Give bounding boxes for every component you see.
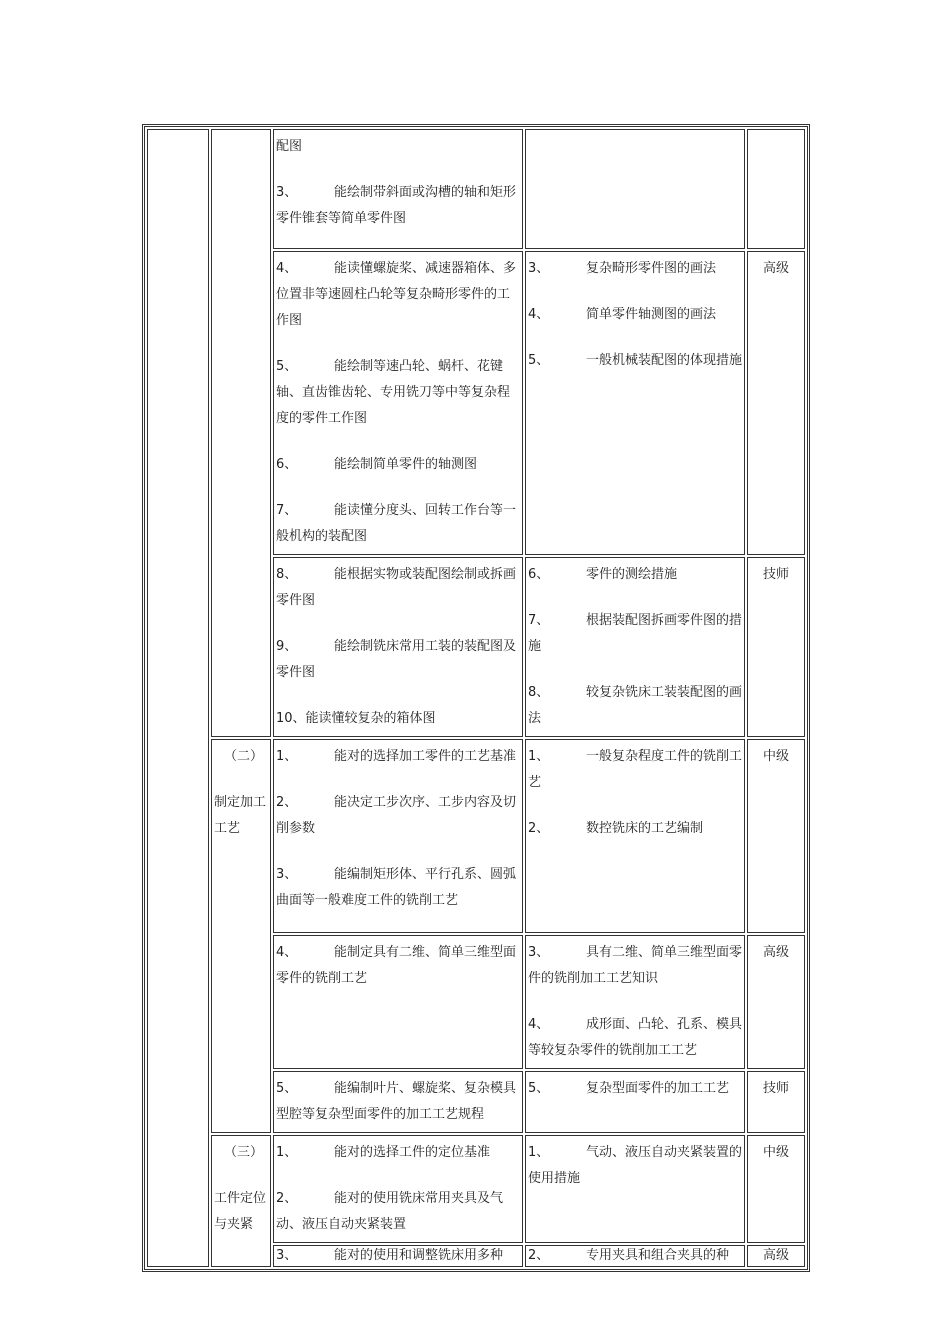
level-cell: 中级 <box>747 739 805 933</box>
knowledge-cell <box>525 557 745 737</box>
skill-item: 3、 能对的使用和调整铣床用多种 <box>276 1248 504 1263</box>
skill-cell <box>273 1071 523 1133</box>
skills-table <box>142 124 810 1272</box>
knowledge-cell <box>525 1245 745 1267</box>
skill-item: 配图 <box>276 139 303 154</box>
skill-cell <box>273 739 523 933</box>
skill-item: 8、 能根据实物或装配图绘制或拆画零件图 <box>276 567 517 608</box>
knowledge-item: 4、 成形面、凸轮、孔系、模具等较复杂零件的铣削加工工艺 <box>528 1017 743 1058</box>
skill-item: 4、 能制定具有二维、简单三维型面零件的铣削工艺 <box>276 945 517 986</box>
knowledge-item: 2、 专用夹具和组合夹具的种 <box>528 1248 730 1263</box>
knowledge-cell <box>525 935 745 1069</box>
level-cell: 高级 <box>747 935 805 1069</box>
level-cell <box>747 129 805 249</box>
section-cell <box>211 1135 271 1267</box>
skill-cell <box>273 935 523 1069</box>
level-cell: 技师 <box>747 557 805 737</box>
level-cell: 高级 <box>747 1245 805 1267</box>
skill-cell <box>273 129 523 249</box>
skill-item: 1、 能对的选择工件的定位基准 <box>276 1145 491 1160</box>
table-row <box>147 1135 805 1243</box>
category-cell <box>147 129 209 1267</box>
skill-item: 5、 能编制叶片、螺旋桨、复杂模具型腔等复杂型面零件的加工工艺规程 <box>276 1081 517 1122</box>
knowledge-item: 7、 根据装配图拆画零件图的措施 <box>528 613 743 654</box>
section-title: 工件定位与夹紧 <box>214 1191 267 1232</box>
skill-item: 9、 能绘制铣床常用工装的装配图及零件图 <box>276 639 517 680</box>
section-cell <box>211 739 271 1133</box>
table-row <box>147 739 805 933</box>
knowledge-item: 5、 一般机械装配图的体现措施 <box>528 353 743 368</box>
skill-cell <box>273 251 523 555</box>
knowledge-cell <box>525 1135 745 1243</box>
skill-item: 1、 能对的选择加工零件的工艺基准 <box>276 749 517 764</box>
knowledge-item: 8、 较复杂铣床工装装配图的画法 <box>528 685 743 726</box>
section-number: （三） <box>224 1145 264 1160</box>
skill-item: 4、 能读懂螺旋桨、减速器箱体、多位置非等速圆柱凸轮等复杂畸形零件的工作图 <box>276 261 517 328</box>
skill-item: 2、 能对的使用铣床常用夹具及气动、液压自动夹紧装置 <box>276 1191 504 1232</box>
section-number: （二） <box>224 749 264 764</box>
section-title: 制定加工工艺 <box>214 795 267 836</box>
knowledge-item: 1、 气动、液压自动夹紧装置的使用措施 <box>528 1145 743 1186</box>
table-row <box>147 129 805 249</box>
knowledge-item: 1、 一般复杂程度工件的铣削工艺 <box>528 749 743 790</box>
skill-item: 10、能读懂较复杂的箱体图 <box>276 711 436 726</box>
section-cell <box>211 129 271 737</box>
knowledge-cell <box>525 129 745 249</box>
knowledge-cell <box>525 1071 745 1133</box>
skill-item: 5、 能绘制等速凸轮、蜗杆、花键轴、直齿锥齿轮、专用铣刀等中等复杂程度的零件工作图 <box>276 359 511 426</box>
level-cell: 技师 <box>747 1071 805 1133</box>
knowledge-cell <box>525 251 745 555</box>
skill-item: 6、 能绘制简单零件的轴测图 <box>276 457 478 472</box>
knowledge-item: 4、 简单零件轴测图的画法 <box>528 307 717 322</box>
level-cell: 高级 <box>747 251 805 555</box>
skill-item: 3、 能编制矩形体、平行孔系、圆弧曲面等一般难度工件的铣削工艺 <box>276 867 517 908</box>
skill-item: 7、 能读懂分度头、回转工作台等一般机构的装配图 <box>276 503 517 544</box>
skill-cell <box>273 1245 523 1267</box>
skill-cell <box>273 1135 523 1243</box>
knowledge-item: 5、 复杂型面零件的加工工艺 <box>528 1081 730 1096</box>
skill-cell <box>273 557 523 737</box>
knowledge-item: 3、 具有二维、简单三维型面零件的铣削加工工艺知识 <box>528 945 743 986</box>
knowledge-item: 6、 零件的测绘措施 <box>528 567 678 582</box>
skill-item: 2、 能决定工步次序、工步内容及切削参数 <box>276 795 517 836</box>
skill-item: 3、 能绘制带斜面或沟槽的轴和矩形零件锥套等简单零件图 <box>276 185 517 226</box>
knowledge-cell <box>525 739 745 933</box>
level-cell: 中级 <box>747 1135 805 1243</box>
knowledge-item: 2、 数控铣床的工艺编制 <box>528 821 704 836</box>
knowledge-item: 3、 复杂畸形零件图的画法 <box>528 261 717 276</box>
